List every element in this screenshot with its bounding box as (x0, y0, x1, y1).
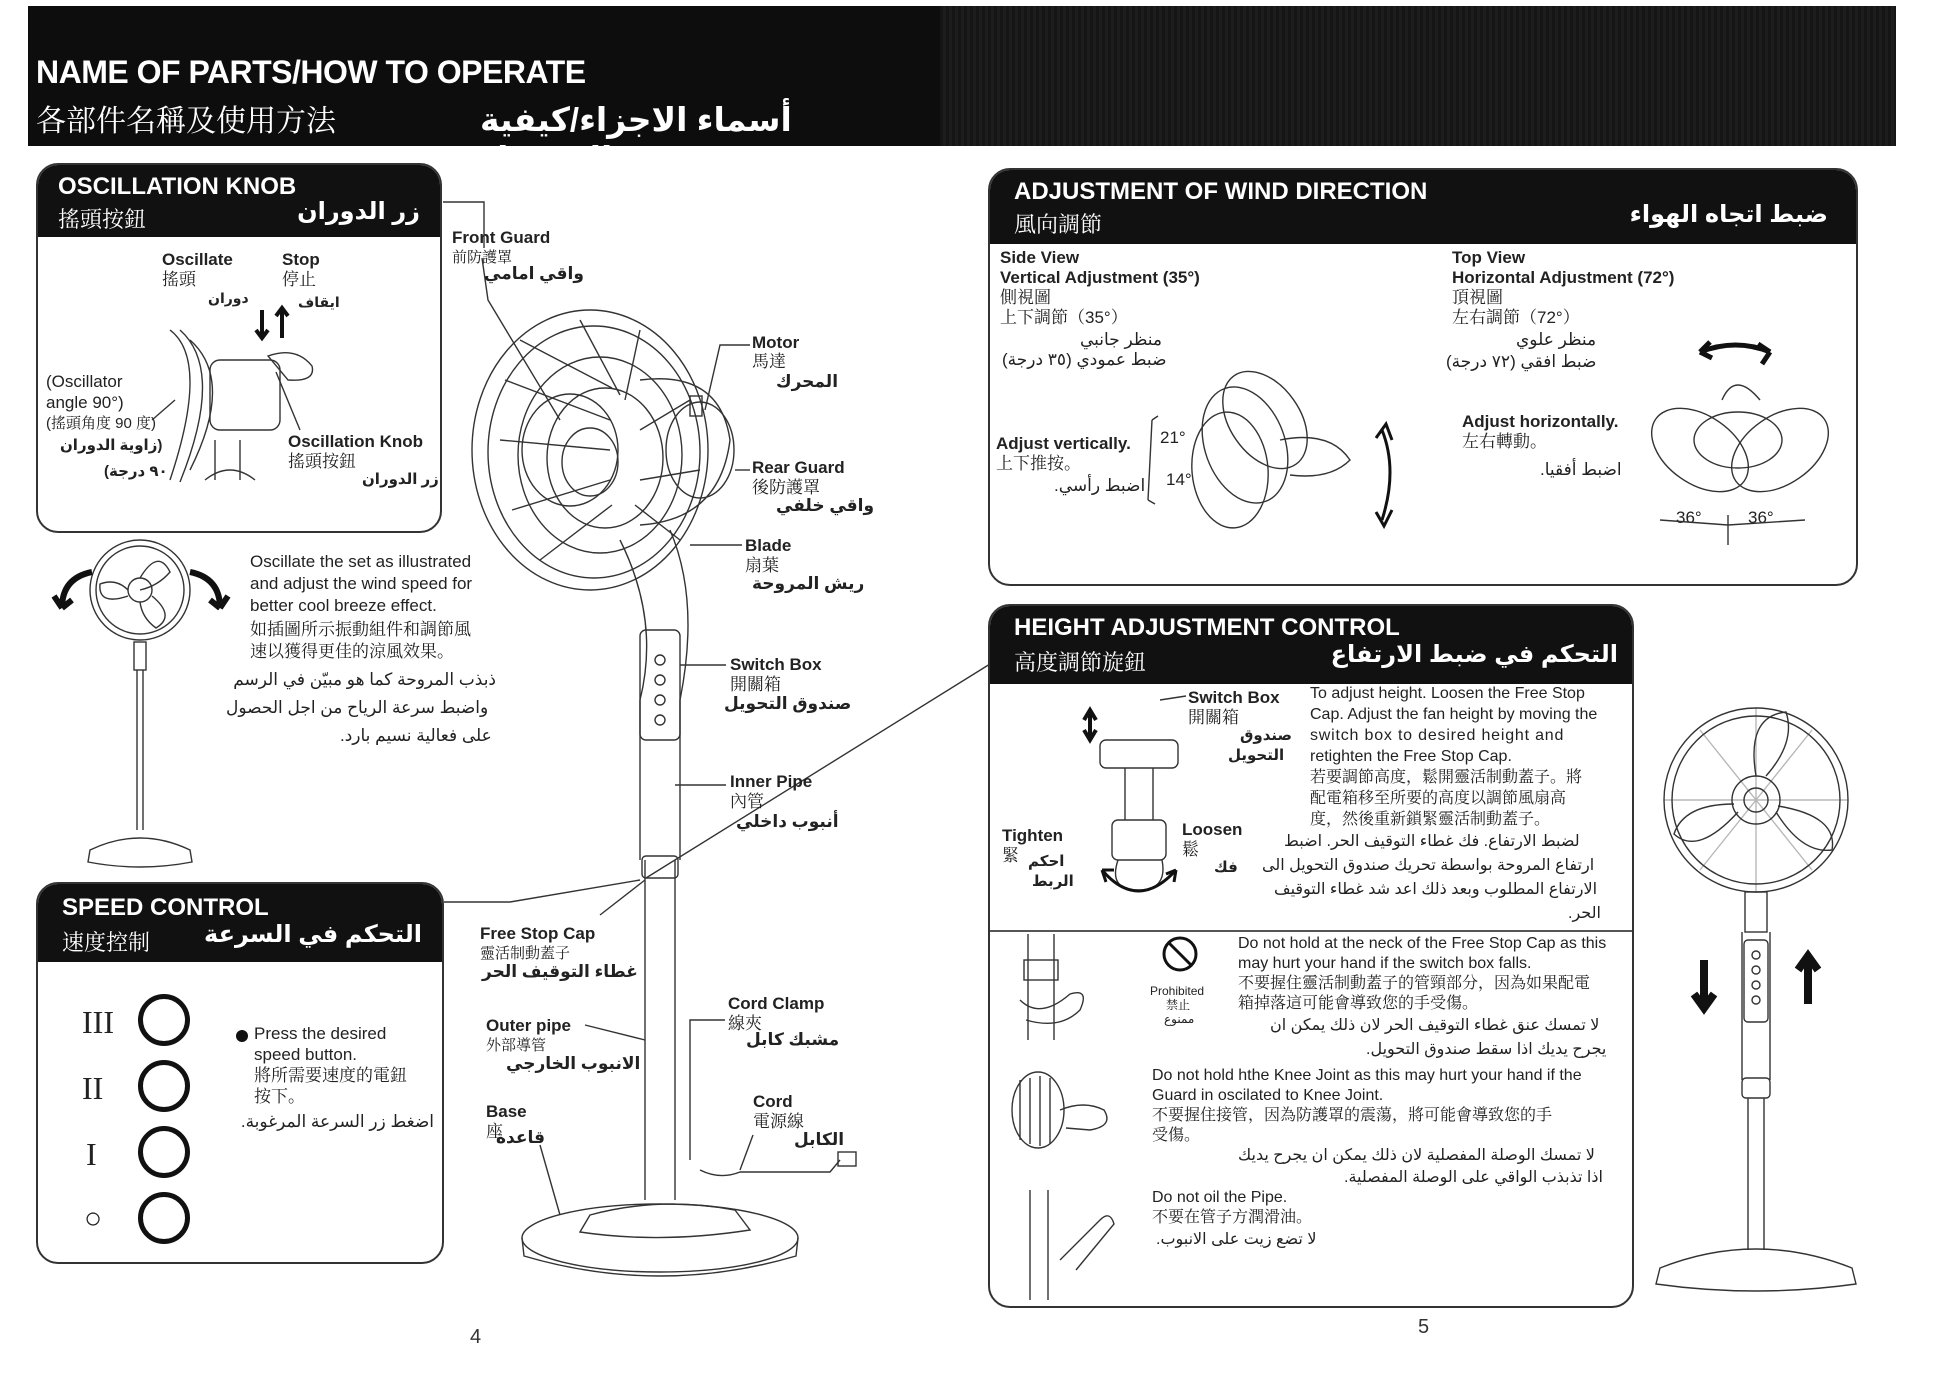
loosen-label-zh: 鬆 (1182, 840, 1199, 859)
motor-label-zh: 馬達 (752, 352, 786, 371)
warning-2-zh-2: 受傷。 (1152, 1127, 1201, 1144)
prohibited-label-ar: ممنوع (1164, 1012, 1195, 1026)
adjust-vertically-zh: 上下推按。 (996, 454, 1081, 473)
prohibited-label-zh: 禁止 (1166, 998, 1191, 1012)
motor-label-en: Motor (752, 333, 800, 352)
blade-label-ar: ريش المروحة (752, 574, 865, 593)
front-guard-label-ar: واقي امامي (484, 264, 584, 283)
height-instr-zh-2: 配電箱移至所要的高度以調節風扇高 (1310, 790, 1567, 807)
stop-label-ar: ايقاف (298, 294, 340, 310)
front-guard-label-en: Front Guard (452, 228, 551, 247)
height-instr-ar-1: لضبط الارتفاع. فك غطاء التوقيف الحر. اضبط (1284, 833, 1580, 850)
oscillate-text-en-2: and adjust the wind speed for (250, 574, 473, 593)
base-label-en: Base (486, 1102, 527, 1121)
oscillate-text-zh-1: 如插圖所示振動組件和調節風 (250, 620, 471, 639)
speed-level-3-label: III (82, 1004, 114, 1040)
wind-title-zh: 風向調節 (1014, 212, 1103, 237)
tighten-label-ar-2: الربط (1032, 873, 1074, 890)
warning-2-en-2: Guard in oscilated to Knee Joint. (1152, 1087, 1384, 1104)
warning-1-zh-2: 箱掉落這可能會導致您的手受傷。 (1238, 995, 1479, 1012)
oscillation-title-ar: زر الدوران (297, 198, 420, 225)
speed-level-2-label: II (82, 1070, 104, 1106)
side-view-label-zh: 側視圖 (1000, 288, 1051, 307)
rear-guard-label-en: Rear Guard (752, 458, 845, 477)
side-view-label-ar: منظر جانبي (1080, 330, 1163, 349)
oscillate-text-en-3: better cool breeze effect. (250, 596, 437, 615)
wind-title-ar: ضبط اتجاه الهواء (1629, 201, 1828, 228)
blade-label-zh: 扇葉 (745, 556, 779, 575)
oscillate-label-ar: دوران (208, 290, 249, 306)
oscillation-title-zh: 搖頭按鈕 (58, 207, 147, 232)
warning-1-ar-2: يجرح يديك اذا سقط صندوق التحويل. (1366, 1041, 1607, 1058)
cord-label-ar: الكابل (794, 1130, 845, 1149)
inner-pipe-label-en: Inner Pipe (730, 772, 813, 791)
base-label-ar: قاعدة (496, 1128, 545, 1147)
horizontal-adjustment-label-en: Horizontal Adjustment (72°) (1452, 268, 1675, 287)
oscillation-knob-label-ar: زر الدوران (362, 471, 439, 488)
oscillator-angle-ar-1: (زاوية الدوران (60, 437, 163, 454)
oscillator-angle-en-2: angle 90°) (46, 393, 124, 412)
adjust-horizontally-zh: 左右轉動。 (1462, 432, 1547, 451)
speed-title-en: SPEED CONTROL (62, 894, 269, 921)
height-instr-en-3: switch box to desired height and (1310, 727, 1565, 744)
warning-3-zh: 不要在管子方潤滑油。 (1152, 1209, 1313, 1226)
height-instr-en-2: Cap. Adjust the fan height by moving the (1310, 706, 1598, 723)
rear-guard-label-ar: واقي خلفي (776, 496, 875, 515)
warning-3-ar: لا تضع زيت على الانبوب. (1156, 1231, 1317, 1248)
front-guard-label-zh: 前防護罩 (452, 249, 513, 266)
free-stop-cap-label-ar: غطاء التوقيف الحر (482, 962, 638, 981)
oscillate-label-zh: 搖頭 (162, 270, 196, 289)
cord-label-en: Cord (753, 1092, 793, 1111)
adjust-horizontally-en: Adjust horizontally. (1462, 412, 1619, 431)
hc-switch-box-label-zh: 開關箱 (1188, 708, 1239, 727)
prohibited-label-en: Prohibited (1150, 984, 1205, 998)
switch-box-label-en: Switch Box (730, 655, 822, 674)
switch-box-label-zh: 開關箱 (730, 675, 781, 694)
speed-instruction-en-2: speed button. (254, 1045, 358, 1064)
height-title-ar: التحكم في ضبط الارتفاع (1330, 641, 1618, 668)
page-title-en: NAME OF PARTS/HOW TO OPERATE (36, 54, 586, 90)
stop-label-en: Stop (282, 250, 320, 269)
oscillation-knob-label-zh: 搖頭按鈕 (288, 452, 356, 471)
cord-label-zh: 電源線 (753, 1112, 804, 1131)
free-stop-cap-label-zh: 靈活制動蓋子 (480, 945, 571, 962)
page-title-zh: 各部件名稱及使用方法 (36, 105, 336, 138)
speed-instruction-en-1: Press the desired (254, 1024, 387, 1043)
switch-box-label-ar: صندوق التحويل (724, 694, 852, 713)
top-view-label-en: Top View (1452, 248, 1526, 267)
hc-switch-box-label-ar-1: صندوق (1240, 727, 1293, 744)
wind-title-en: ADJUSTMENT OF WIND DIRECTION (1014, 178, 1428, 205)
tighten-label-ar-1: احكم (1028, 853, 1065, 870)
height-instr-ar-3: الارتفاع المطلوب وبعد ذلك اعد شد غطاء التوقيف (1274, 881, 1598, 898)
oscillate-text-ar-2: واضبط سرعة الرياح من اجل الحصول (226, 698, 489, 717)
stop-label-zh: 停止 (282, 270, 316, 289)
speed-title-ar: التحكم في السرعة (204, 921, 422, 948)
height-instr-zh-3: 度，然後重新鎖緊靈活制動蓋子。 (1310, 811, 1551, 828)
adjust-vertically-en: Adjust vertically. (996, 434, 1131, 453)
tighten-label-en: Tighten (1002, 826, 1064, 845)
outer-pipe-label-zh: 外部導管 (486, 1037, 547, 1054)
horizontal-adjustment-label-ar: ضبط افقي (٧٢ درجة) (1446, 352, 1597, 371)
warning-1-en-2: may hurt your hand if the switch box falls. (1238, 955, 1532, 972)
height-instr-ar-2: ارتفاع المروحة بواسطة تحريك صندوق التحويل الى (1262, 857, 1595, 874)
speed-title-zh: 速度控制 (62, 930, 151, 955)
warning-1-ar-1: لا تمسك عنق غطاء التوقيف الحر لان ذلك يمكن ان (1270, 1017, 1600, 1034)
warning-3-en: Do not oil the Pipe. (1152, 1189, 1288, 1206)
side-view-label-en: Side View (1000, 248, 1080, 267)
speed-instruction-zh-2: 按下。 (254, 1087, 305, 1106)
hc-switch-box-label-en: Switch Box (1188, 688, 1280, 707)
height-instr-en-4: retighten the Free Stop Cap. (1310, 748, 1512, 765)
cord-clamp-label-en: Cord Clamp (728, 994, 825, 1013)
warning-2-zh-1: 不要握住接管，因為防護罩的震蕩，將可能會導致您的手 (1152, 1107, 1553, 1124)
loosen-label-ar: فك (1214, 859, 1238, 876)
base-label-zh: 座 (486, 1122, 503, 1141)
warning-2-ar-1: لا تمسك الوصلة المفصلية لان ذلك يمكن ان يجرح يديك (1238, 1147, 1595, 1164)
oscillate-text-ar-3: على فعالية نسيم بارد. (340, 726, 492, 745)
loosen-label-en: Loosen (1182, 820, 1243, 839)
oscillate-text-zh-2: 速以獲得更佳的涼風效果。 (250, 642, 454, 661)
height-instr-en-1: To adjust height. Loosen the Free Stop (1310, 685, 1585, 702)
oscillate-text-en-1: Oscillate the set as illustrated (250, 552, 472, 571)
outer-pipe-label-en: Outer pipe (486, 1016, 572, 1035)
vertical-adjustment-label-zh: 上下調節（35°） (1000, 308, 1128, 327)
tilt-up-angle: 21° (1160, 428, 1186, 447)
warning-1-zh-1: 不要握住靈活制動蓋子的管頸部分，因為如果配電 (1238, 975, 1591, 992)
swing-right-angle: 36° (1748, 508, 1774, 527)
hc-switch-box-label-ar-2: التحويل (1228, 747, 1285, 764)
page-number-right: 5 (1418, 1316, 1430, 1338)
inner-pipe-label-ar: أنبوب داخلي (736, 812, 839, 831)
free-stop-cap-label-en: Free Stop Cap (480, 924, 596, 943)
oscillator-angle-zh: (搖頭角度 90 度) (46, 415, 157, 432)
outer-pipe-label-ar: الانبوب الخارجي (506, 1054, 641, 1073)
adjust-horizontally-ar: اضبط أفقيا. (1540, 460, 1622, 479)
page-number-left: 4 (470, 1326, 482, 1348)
speed-off-label: ○ (84, 1202, 103, 1235)
oscillation-title-en: OSCILLATION KNOB (58, 173, 297, 200)
height-title-en: HEIGHT ADJUSTMENT CONTROL (1014, 614, 1400, 641)
height-title-zh: 高度調節旋鈕 (1014, 650, 1147, 675)
oscillator-angle-ar-2: ٩٠ درجة) (104, 463, 168, 480)
oscillation-knob-label-en: Oscillation Knob (288, 432, 424, 451)
warning-1-en-1: Do not hold at the neck of the Free Stop Cap as this (1238, 935, 1607, 952)
blade-label-en: Blade (745, 536, 792, 555)
cord-clamp-label-ar: مشبك كابل (746, 1030, 840, 1049)
oscillator-angle-en-1: (Oscillator (46, 372, 123, 391)
rear-guard-label-zh: 後防護罩 (752, 478, 820, 497)
oscillate-label-en: Oscillate (162, 250, 233, 269)
speed-level-1-label: I (86, 1136, 97, 1172)
vertical-adjustment-label-en: Vertical Adjustment (35°) (1000, 268, 1200, 287)
tighten-label-zh: 緊 (1002, 846, 1019, 865)
vertical-adjustment-label-ar: ضبط عمودي (٣٥ درجة) (1002, 350, 1167, 369)
oscillate-text-ar-1: ذبذب المروحة كما هو مبيّن في الرسم (233, 670, 496, 689)
top-view-label-ar: منظر علوي (1516, 330, 1597, 349)
page-title-ar: أسماء الاجزاء/كيفية التشغيل (480, 101, 792, 177)
swing-left-angle: 36° (1676, 508, 1702, 527)
height-instr-zh-1: 若要調節高度，鬆開靈活制動蓋子。將 (1310, 769, 1583, 786)
horizontal-adjustment-label-zh: 左右調節（72°） (1452, 308, 1580, 327)
adjust-vertically-ar: اضبط رأسي. (1054, 476, 1146, 495)
speed-instruction-zh-1: 將所需要速度的電鈕 (254, 1066, 407, 1085)
warning-2-ar-2: اذا تذبذب الواقي على الوصلة المفصلية. (1344, 1169, 1603, 1186)
speed-instruction-ar: اضغط زر السرعة المرغوبة. (240, 1112, 434, 1131)
top-view-label-zh: 頂視圖 (1452, 288, 1503, 307)
inner-pipe-label-zh: 內管 (730, 792, 764, 811)
cord-clamp-label-zh: 線夾 (728, 1014, 762, 1033)
tilt-down-angle: 14° (1166, 470, 1192, 489)
motor-label-ar: المحرك (776, 372, 839, 391)
height-instr-ar-4: الحر. (1568, 905, 1601, 922)
warning-2-en-1: Do not hold hthe Knee Joint as this may hurt your hand if the (1152, 1067, 1582, 1084)
